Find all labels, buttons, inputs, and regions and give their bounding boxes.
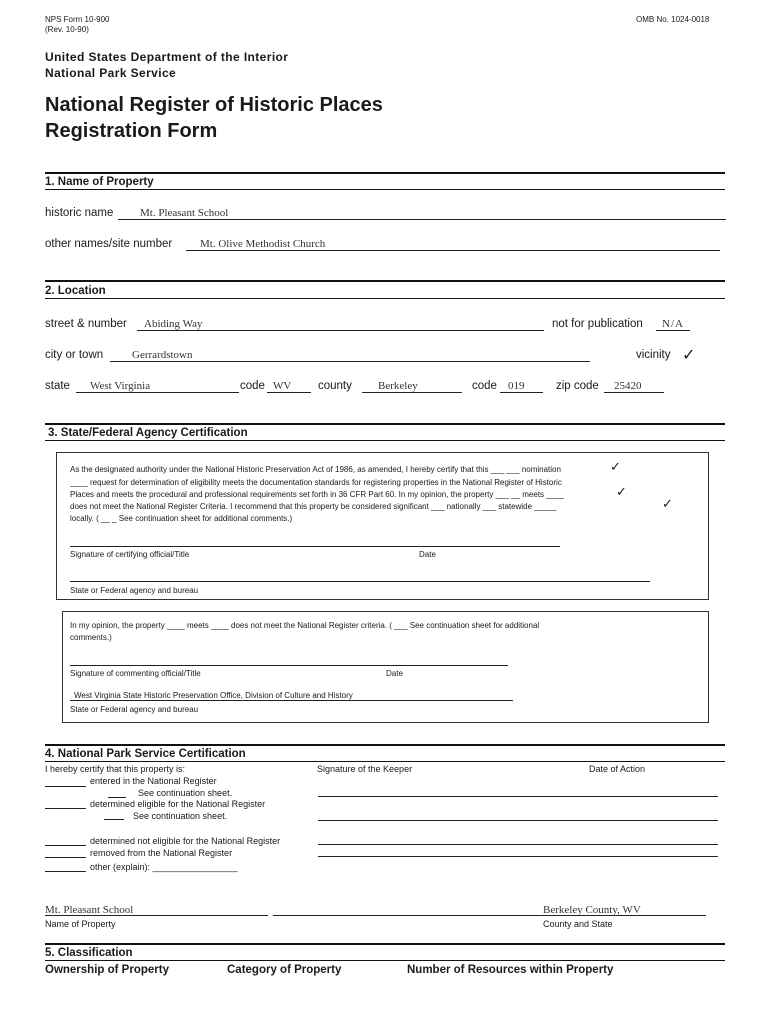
commenting-date-label: Date	[386, 669, 403, 678]
section4-heading: 4. National Park Service Certification	[45, 748, 246, 760]
not-for-publication-value[interactable]: N/A	[662, 318, 684, 330]
county-line	[362, 392, 462, 393]
street-label: street & number	[45, 318, 127, 330]
entered-blank[interactable]	[45, 786, 86, 787]
meets-check-icon[interactable]: ✓	[616, 485, 627, 500]
section2-bottom-rule	[45, 298, 725, 299]
footer-county-state-line	[273, 915, 706, 916]
section1-heading: 1. Name of Property	[45, 176, 154, 188]
street-value[interactable]: Abiding Way	[144, 318, 203, 330]
footer-county-state-value[interactable]: Berkeley County, WV	[543, 904, 641, 916]
resources-column-header: Number of Resources within Property	[407, 964, 614, 976]
certifying-date-label: Date	[419, 550, 436, 559]
certifying-signature-line	[70, 546, 560, 547]
form-number: NPS Form 10-900	[45, 15, 110, 24]
keeper-line-1	[318, 796, 718, 797]
other-label: other (explain): _________________	[90, 862, 238, 872]
certifying-agency-label: State or Federal agency and bureau	[70, 586, 199, 595]
keeper-line-4	[318, 856, 718, 857]
county-code-label: code	[472, 380, 497, 392]
state-code-label: code	[240, 380, 265, 392]
state-value[interactable]: West Virginia	[90, 380, 151, 392]
certifying-agency-line	[70, 581, 650, 582]
certifying-signature-label: Signature of certifying official/Title	[70, 550, 190, 559]
determined-eligible-label: determined eligible for the National Register	[90, 799, 266, 809]
opinion-text-line2: comments.)	[70, 633, 112, 642]
not-for-publication-line	[656, 330, 690, 331]
zip-label: zip code	[556, 380, 599, 392]
city-value[interactable]: Gerrardstown	[132, 349, 193, 361]
see-cont-2-label: See continuation sheet.	[133, 811, 228, 821]
form-revision: (Rev. 10-90)	[45, 25, 89, 34]
keeper-line-3	[318, 844, 718, 845]
certification-text-line1: As the designated authority under the National Historic Preservation Act of 1986, as amended, I hereby certify that this ___ ___ nomination	[70, 465, 561, 474]
see-cont-1-label: See continuation sheet.	[138, 788, 233, 798]
other-names-value[interactable]: Mt. Olive Methodist Church	[200, 238, 326, 250]
certification-text-line2: ____ request for determination of eligibility meets the documentation standards for registering properties in the National Register of Historic	[70, 478, 562, 487]
agency-department: United States Department of the Interior	[45, 50, 289, 64]
keeper-signature-label: Signature of the Keeper	[317, 764, 413, 774]
footer-property-name-label: Name of Property	[45, 919, 116, 929]
omb-number: OMB No. 1024-0018	[636, 15, 710, 24]
nomination-check-icon[interactable]: ✓	[610, 460, 621, 475]
removed-blank[interactable]	[45, 857, 86, 858]
section5-bottom-rule	[45, 960, 725, 961]
zip-value[interactable]: 25420	[614, 380, 642, 392]
section5-heading: 5. Classification	[45, 947, 133, 959]
historic-name-label: historic name	[45, 207, 114, 219]
other-names-line	[186, 250, 720, 251]
date-of-action-label: Date of Action	[589, 764, 646, 774]
state-code-line	[267, 392, 311, 393]
street-line	[137, 330, 544, 331]
state-label: state	[45, 380, 70, 392]
form-title-line2: Registration Form	[45, 120, 218, 142]
section4-bottom-rule	[45, 761, 725, 762]
vicinity-check-icon[interactable]: ✓	[682, 345, 696, 364]
state-code-value[interactable]: WV	[273, 380, 292, 392]
see-cont-1-blank[interactable]	[108, 797, 126, 798]
commenting-agency-label: State or Federal agency and bureau	[70, 705, 199, 714]
ownership-column-header: Ownership of Property	[45, 964, 169, 976]
opinion-text-line1: In my opinion, the property ____ meets ____ does not meet the National Register criteria. ( ___ See continuation sheet for additional	[70, 621, 540, 630]
county-value[interactable]: Berkeley	[378, 380, 418, 392]
keeper-line-2	[318, 820, 718, 821]
not-eligible-blank[interactable]	[45, 845, 86, 846]
determined-eligible-blank[interactable]	[45, 808, 86, 809]
see-cont-2-blank[interactable]	[104, 819, 124, 820]
agency-service: National Park Service	[45, 66, 177, 80]
historic-name-value[interactable]: Mt. Pleasant School	[140, 207, 229, 219]
section2-heading: 2. Location	[45, 285, 106, 297]
section1-bottom-rule	[45, 189, 725, 190]
commenting-signature-line	[70, 665, 508, 666]
not-for-publication-label: not for publication	[552, 318, 643, 330]
county-label: county	[318, 380, 352, 392]
section4-top-rule	[45, 744, 725, 746]
commenting-agency-line	[70, 700, 513, 701]
zip-line	[604, 392, 664, 393]
form-title-line1: National Register of Historic Places	[45, 94, 383, 116]
county-code-value[interactable]: 019	[508, 380, 525, 392]
section3-bottom-rule	[45, 440, 725, 441]
section5-top-rule	[45, 943, 725, 945]
statewide-check-icon[interactable]: ✓	[662, 497, 673, 512]
entered-label: entered in the National Register	[90, 776, 217, 786]
section3-top-rule	[45, 423, 725, 425]
section1-top-rule	[45, 172, 725, 174]
category-column-header: Category of Property	[227, 964, 342, 976]
commenting-signature-label: Signature of commenting official/Title	[70, 669, 201, 678]
footer-property-name-value[interactable]: Mt. Pleasant School	[45, 904, 134, 916]
other-names-label: other names/site number	[45, 238, 173, 250]
footer-county-state-label: County and State	[543, 919, 613, 929]
footer-property-name-line	[45, 915, 268, 916]
certify-label: I hereby certify that this property is:	[45, 764, 186, 774]
city-line	[110, 361, 590, 362]
vicinity-label: vicinity	[636, 349, 671, 361]
commenting-agency-value[interactable]: West Virginia State Historic Preservation Office, Division of Culture and History	[74, 691, 353, 700]
removed-label: removed from the National Register	[90, 848, 233, 858]
certification-text-line3: Places and meets the procedural and professional requirements set forth in 36 CFR Part 60. In my opinion, the property ___ __ meets ____	[70, 490, 565, 499]
certification-text-line5: locally. ( __ _ See continuation sheet for additional comments.)	[70, 514, 293, 523]
section3-heading: 3. State/Federal Agency Certification	[48, 427, 248, 439]
city-label: city or town	[45, 349, 104, 361]
county-code-line	[500, 392, 543, 393]
other-blank[interactable]	[45, 871, 86, 872]
historic-name-line	[118, 219, 726, 220]
not-eligible-label: determined not eligible for the National Register	[90, 836, 281, 846]
state-line	[76, 392, 239, 393]
section2-top-rule	[45, 280, 725, 282]
certification-text-line4: does not meet the National Register Criteria. I recommend that this property be considered significant ___ nationally ___ statewide _____	[70, 502, 557, 511]
